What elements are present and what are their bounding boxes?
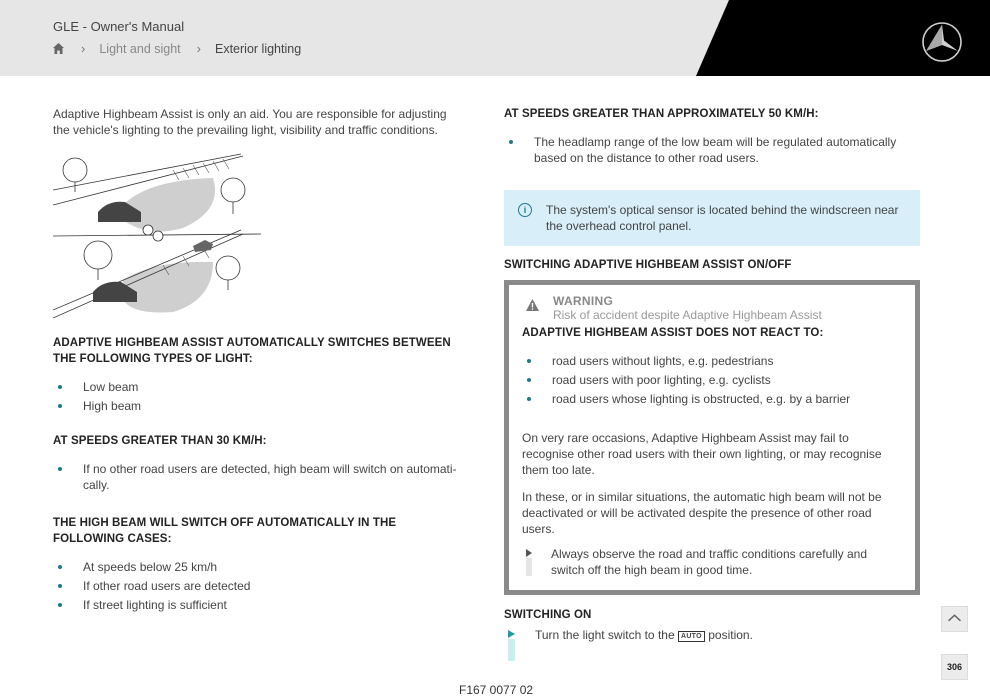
- note-arrow-icon: [526, 546, 530, 578]
- breadcrumb-link-light-and-sight[interactable]: Light and sight: [99, 41, 181, 56]
- step-arrow-icon: [508, 627, 516, 661]
- list-item: High beam: [53, 398, 465, 414]
- chevron-right-icon: ›: [196, 41, 201, 56]
- step-text-before: Turn the light switch to the: [535, 628, 675, 642]
- highbeam-illustration: [53, 150, 261, 320]
- chevron-up-icon: [942, 607, 967, 631]
- list-item: Low beam: [53, 379, 465, 395]
- scroll-to-top-button[interactable]: [941, 606, 968, 632]
- switching-on-step: [504, 627, 920, 661]
- warning-box: [504, 280, 920, 595]
- warning-paragraph-2: In these, or in similar situations, the automatic high beam will not be deactivated or will be activated despite the presence of other road users.: [522, 490, 882, 536]
- warning-note: [522, 546, 902, 578]
- mercedes-star-logo[interactable]: [921, 21, 963, 63]
- auto-switch-icon: AUTO: [678, 631, 705, 642]
- list-item: If no other road users are detected, high beam will switch on automati-cally.: [53, 461, 465, 493]
- warning-title: WARNING: [553, 294, 614, 308]
- warning-triangle-icon: [525, 298, 540, 312]
- list-item: If other road users are detected: [53, 578, 465, 594]
- list-item: At speeds below 25 km/h: [53, 559, 465, 575]
- warning-paragraph-1: On very rare occasions, Adaptive Highbeam Assist may fail to recognise other road users with their own lighting, or may recognise them too late.: [522, 431, 882, 477]
- section-heading-light-types: ADAPTIVE HIGHBEAM ASSIST AUTOMATICALLY SWITCHES BETWEEN THE FOLLOWING TYPES OF LIGHT:: [53, 337, 451, 365]
- list-item: road users without lights, e.g. pedestrians: [522, 353, 902, 369]
- list-item: road users whose lighting is obstructed, e.g. by a barrier: [522, 391, 902, 407]
- section-heading-speed-50: AT SPEEDS GREATER THAN APPROXIMATELY 50 KM/H:: [504, 108, 819, 120]
- switch-off-cases-list: [53, 559, 465, 613]
- left-column: [53, 106, 465, 613]
- speed-30-list: [53, 461, 465, 493]
- section-heading-switch-off-cases: THE HIGH BEAM WILL SWITCH OFF AUTOMATICALLY IN THE FOLLOWING CASES:: [53, 517, 397, 545]
- page-number-badge: 306: [941, 654, 968, 680]
- intro-text: Adaptive Highbeam Assist is only an aid. You are responsible for adjusting the vehicle's lighting to the prevailing light, visibility and traffic conditions.: [53, 107, 447, 137]
- figure-code: F167 0077 02: [459, 683, 534, 697]
- right-column: [504, 106, 920, 661]
- home-icon[interactable]: [52, 42, 65, 55]
- step-text: [535, 627, 753, 661]
- list-item: The headlamp range of the low beam will be regulated automatically based on the distance to other road users.: [504, 134, 920, 166]
- chevron-right-icon: ›: [81, 41, 86, 56]
- light-types-list: [53, 379, 465, 414]
- section-heading-speed-30: AT SPEEDS GREATER THAN 30 KM/H:: [53, 435, 267, 447]
- list-item: If street lighting is sufficient: [53, 597, 465, 613]
- warning-header: [522, 294, 902, 322]
- step-text-after: position.: [708, 628, 753, 642]
- app-title: GLE - Owner's Manual: [53, 19, 185, 34]
- warning-list: [522, 353, 902, 407]
- list-item: road users with poor lighting, e.g. cyclists: [522, 372, 902, 388]
- info-text: The system's optical sensor is located behind the windscreen near the overhead control panel.: [546, 203, 899, 233]
- warning-note-text: Always observe the road and traffic conditions carefully and switch off the high beam in good time.: [551, 547, 868, 577]
- info-icon: i: [518, 203, 532, 217]
- speed-50-list: [504, 134, 920, 166]
- section-heading-switching-on-off: SWITCHING ADAPTIVE HIGHBEAM ASSIST ON/OFF: [504, 259, 792, 271]
- breadcrumb: [52, 41, 301, 56]
- breadcrumb-current: Exterior lighting: [215, 41, 302, 56]
- warning-heading: ADAPTIVE HIGHBEAM ASSIST DOES NOT REACT TO:: [522, 327, 824, 339]
- info-note: [504, 190, 920, 246]
- section-heading-switching-on: SWITCHING ON: [504, 609, 592, 621]
- warning-subtitle: Risk of accident despite Adaptive Highbeam Assist: [553, 308, 822, 322]
